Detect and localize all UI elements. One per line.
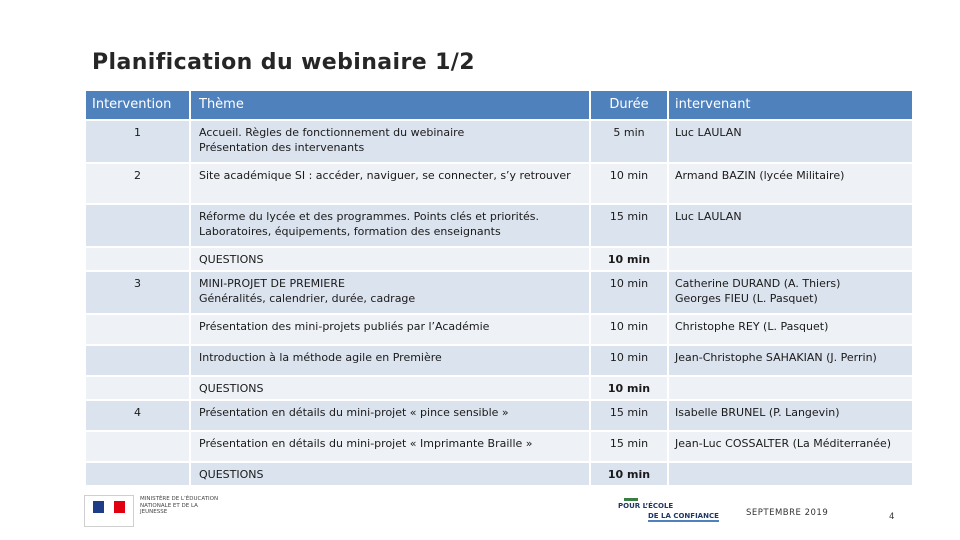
theme-line: Accueil. Règles de fonctionnement du webinaire Présentation des intervenants [199, 126, 465, 154]
ecole-line2: DE LA CONFIANCE [648, 512, 719, 520]
cell-intervention: 2 [86, 164, 191, 205]
table-row [86, 248, 912, 272]
cell-intervenant [669, 248, 912, 272]
table-header-row [86, 91, 912, 121]
footer-date: SEPTEMBRE 2019 [746, 508, 829, 518]
cell-theme: Présentation en détails du mini-projet « pince sensible » [191, 401, 591, 432]
table-row [86, 432, 912, 463]
table-row [86, 315, 912, 346]
french-flag-icon [93, 501, 125, 513]
cell-duree: 10 min [591, 272, 669, 315]
cell-duree: 10 min [591, 463, 669, 487]
logo-mark-icon [624, 498, 638, 501]
table-row [86, 121, 912, 164]
cell-duree: 15 min [591, 432, 669, 463]
cell-duree: 10 min [591, 164, 669, 205]
cell-intervention [86, 205, 191, 248]
cell-theme: Réforme du lycée et des programmes. Points clés et priorités. Laboratoires, équipements, formation des enseignants [191, 205, 591, 248]
table-row [86, 164, 912, 205]
ecole-confiance-logo [618, 502, 733, 524]
cell-intervention [86, 463, 191, 487]
cell-theme: Présentation des mini-projets publiés par l’Académie [191, 315, 591, 346]
cell-theme: Site académique SI : accéder, naviguer, se connecter, s’y retrouver [191, 164, 591, 205]
cell-duree: 10 min [591, 248, 669, 272]
cell-intervenant: Luc LAULAN [669, 121, 912, 164]
header-intervention: Intervention [86, 91, 191, 121]
cell-intervenant [669, 377, 912, 401]
cell-intervenant [669, 272, 912, 315]
ministry-name: MINISTÈRE DE L’ÉDUCATION NATIONALE ET DE LA JEUNESSE [140, 496, 219, 515]
cell-theme-questions: QUESTIONS [191, 463, 591, 487]
cell-intervenant [669, 463, 912, 487]
page-title: Planification du webinaire 1/2 [92, 50, 475, 75]
ministry-logo [84, 495, 219, 527]
header-intervenant: intervenant [669, 91, 912, 121]
cell-intervenant: Jean-Christophe SAHAKIAN (J. Perrin) [669, 346, 912, 377]
cell-duree: 10 min [591, 377, 669, 401]
header-theme: Thème [191, 91, 591, 121]
table-row [86, 401, 912, 432]
header-duree: Durée [591, 91, 669, 121]
page-number: 4 [889, 512, 895, 522]
cell-intervention [86, 432, 191, 463]
cell-theme [191, 272, 591, 315]
cell-intervention [86, 346, 191, 377]
cell-intervention [86, 315, 191, 346]
cell-theme: Présentation en détails du mini-projet « Imprimante Braille » [191, 432, 591, 463]
cell-theme-questions: QUESTIONS [191, 248, 591, 272]
cell-theme-questions: QUESTIONS [191, 377, 591, 401]
schedule-table [86, 91, 912, 487]
cell-duree: 15 min [591, 401, 669, 432]
cell-intervention: 4 [86, 401, 191, 432]
cell-intervention: 1 [86, 121, 191, 164]
cell-intervenant: Isabelle BRUNEL (P. Langevin) [669, 401, 912, 432]
cell-intervenant: Christophe REY (L. Pasquet) [669, 315, 912, 346]
cell-duree: 10 min [591, 346, 669, 377]
cell-intervention [86, 248, 191, 272]
cell-intervention: 3 [86, 272, 191, 315]
intervenant-line: Catherine DURAND (A. Thiers) Georges FIEU (L. Pasquet) [675, 277, 841, 305]
cell-theme [191, 121, 591, 164]
cell-duree: 10 min [591, 315, 669, 346]
marianne-logo-icon [84, 495, 134, 527]
cell-intervenant: Luc LAULAN [669, 205, 912, 248]
cell-theme: Introduction à la méthode agile en Première [191, 346, 591, 377]
table-row [86, 377, 912, 401]
cell-intervenant: Armand BAZIN (lycée Militaire) [669, 164, 912, 205]
table-row [86, 205, 912, 248]
table-row [86, 346, 912, 377]
theme-line: MINI-PROJET DE PREMIERE Généralités, calendrier, durée, cadrage [199, 277, 416, 305]
ecole-line1: POUR L’ÉCOLE [618, 502, 674, 510]
cell-duree: 15 min [591, 205, 669, 248]
cell-duree: 5 min [591, 121, 669, 164]
table-row [86, 463, 912, 487]
cell-intervention [86, 377, 191, 401]
cell-intervenant: Jean-Luc COSSALTER (La Méditerranée) [669, 432, 912, 463]
table-row [86, 272, 912, 315]
